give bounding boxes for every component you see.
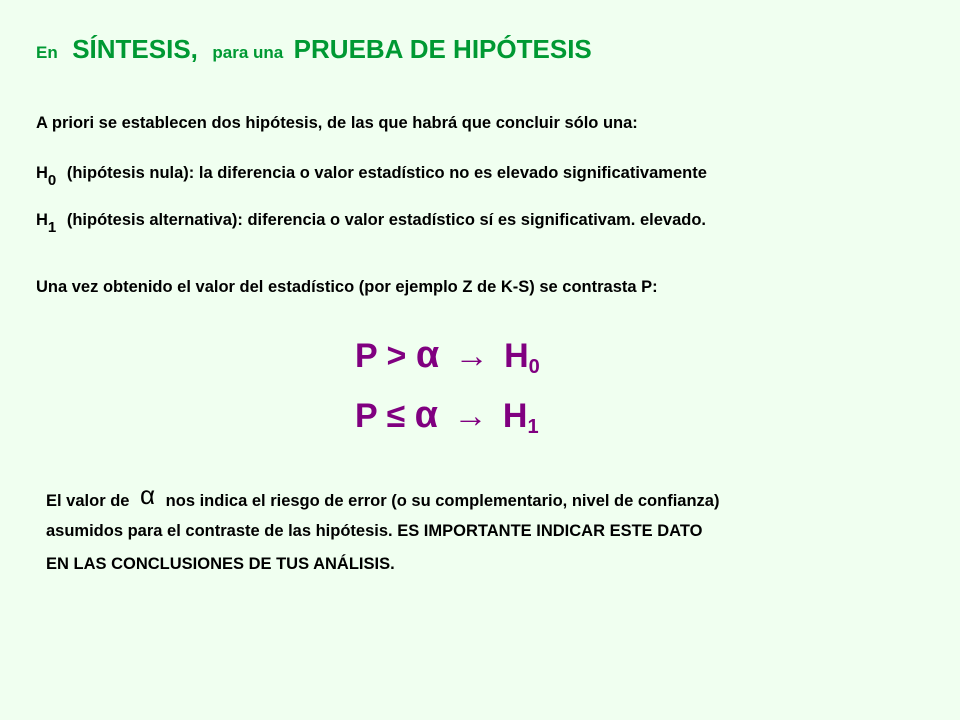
slide-title: [36, 34, 592, 65]
h0-subscript: 0: [47, 172, 57, 189]
decision-rule-h1: [355, 394, 539, 439]
rule1-arrow-icon: →: [454, 337, 489, 375]
title-comma: ,: [190, 34, 198, 64]
rule2-subscript: 1: [527, 416, 539, 438]
rule1-subscript: 0: [528, 356, 540, 378]
contrast-after: de K-S) se contrasta P:: [472, 278, 658, 296]
conclusion-line-1: [46, 480, 719, 511]
conclusion-line-3: EN LAS CONCLUSIONES DE TUS ANÁLISIS.: [46, 555, 395, 573]
rule2-alpha: α: [414, 394, 438, 436]
title-para-una: para una: [212, 43, 284, 62]
h1-description: (hipótesis alternativa): diferencia o valor estadístico sí es significativam. elevado.: [66, 211, 707, 229]
conclusion-alpha: α: [140, 480, 156, 510]
rule1-h: H: [504, 337, 529, 375]
h1-symbol: H: [36, 211, 48, 229]
conclusion-line-2: asumidos para el contraste de las hipótesis. ES IMPORTANTE INDICAR ESTE DATO: [46, 522, 703, 540]
contrast-line: [36, 278, 658, 297]
h0-description: (hipótesis nula): la diferencia o valor estadístico no es elevado significativamente: [66, 164, 707, 182]
contrast-z: Z: [462, 278, 473, 296]
h1-line: [36, 211, 706, 236]
h0-symbol: H: [36, 164, 48, 182]
rule1-p: P >: [355, 337, 407, 375]
intro-text: A priori se establecen dos hipótesis, de las que habrá que concluir sólo una:: [36, 114, 638, 132]
rule2-h: H: [502, 397, 528, 435]
conclusion-after-alpha: nos indica el riesgo de error (o su complementario, nivel de confianza): [165, 492, 720, 510]
decision-rule-h0: [355, 334, 540, 379]
rule1-alpha: α: [415, 334, 440, 376]
title-prueba: PRUEBA DE HIPÓTESIS: [293, 34, 592, 64]
contrast-before: Una vez obtenido el valor del estadístico (por ejemplo: [36, 278, 463, 296]
title-sintesis: SÍNTESIS: [72, 34, 191, 64]
rule2-arrow-icon: →: [453, 397, 488, 435]
rule2-p: P ≤: [355, 397, 406, 435]
h1-subscript: 1: [47, 219, 57, 236]
title-en: En: [36, 43, 58, 62]
conclusion-before-alpha: El valor de: [46, 492, 130, 510]
h0-line: [36, 164, 707, 189]
